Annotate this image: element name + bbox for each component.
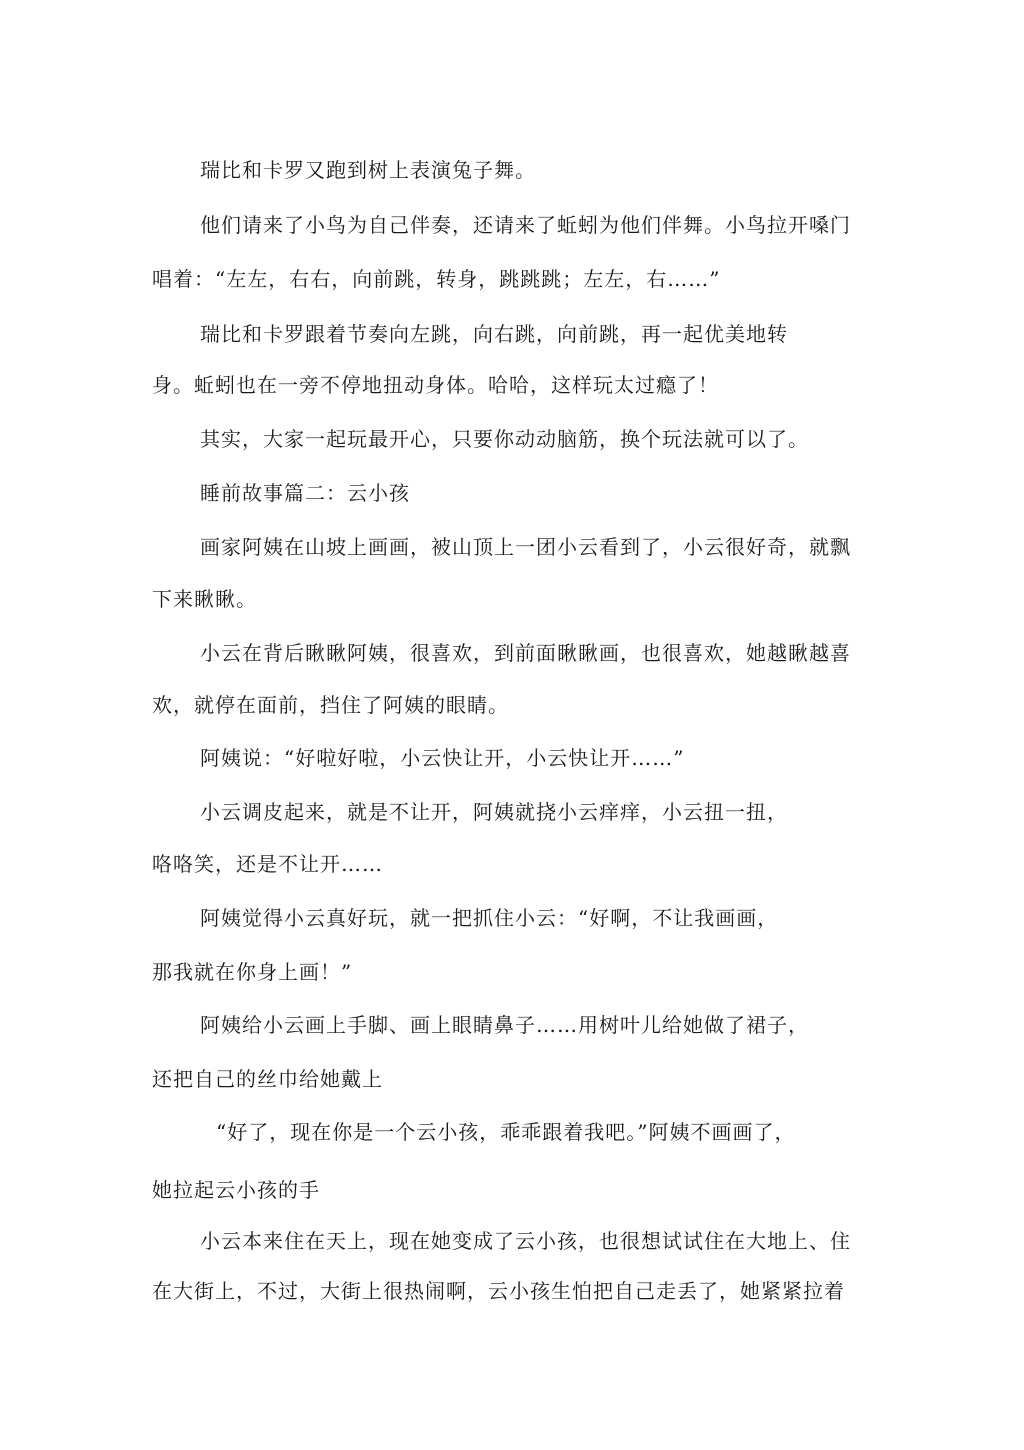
text-line: 还把自己的丝巾给她戴上 (152, 1067, 383, 1091)
text-line: 咯咯笑，还是不让开…… (152, 852, 383, 876)
text-line: 在大街上，不过，大街上很热闹啊，云小孩生怕把自己走丢了，她紧紧拉着 (152, 1279, 845, 1303)
text-line: 小云在背后瞅瞅阿姨，很喜欢，到前面瞅瞅画，也很喜欢，她越瞅越喜 (200, 641, 851, 665)
text-line: “好了，现在你是一个云小孩，乖乖跟着我吧。”阿姨不画画了， (216, 1120, 796, 1144)
text-line: 瑞比和卡罗跟着节奏向左跳，向右跳，向前跳，再一起优美地转 (200, 322, 788, 346)
text-line: 其实，大家一起玩最开心，只要你动动脑筋，换个玩法就可以了。 (200, 427, 809, 451)
text-line: 阿姨觉得小云真好玩，就一把抓住小云：“好啊，不让我画画， (200, 906, 779, 930)
text-line: 小云调皮起来，就是不让开，阿姨就挠小云痒痒，小云扭一扭， (200, 800, 788, 824)
text-line: 他们请来了小鸟为自己伴奏，还请来了蚯蚓为他们伴舞。小鸟拉开嗓门 (200, 213, 851, 237)
text-line: 瑞比和卡罗又跑到树上表演兔子舞。 (200, 158, 536, 182)
text-line: 画家阿姨在山坡上画画，被山顶上一团小云看到了，小云很好奇，就飘 (200, 535, 851, 559)
section-heading: 睡前故事篇二：云小孩 (200, 481, 410, 505)
text-line: 那我就在你身上画！” (152, 960, 353, 984)
text-line: 下来瞅瞅。 (152, 587, 257, 611)
text-line: 欢，就停在面前，挡住了阿姨的眼睛。 (152, 693, 509, 717)
text-line: 唱着：“左左，右右，向前跳，转身，跳跳跳；左左，右……” (152, 267, 721, 291)
text-line: 她拉起云小孩的手 (152, 1178, 320, 1202)
text-line: 阿姨给小云画上手脚、画上眼睛鼻子……用树叶儿给她做了裙子， (200, 1013, 809, 1037)
text-line: 阿姨说：“好啦好啦，小云快让开，小云快让开……” (200, 746, 685, 770)
text-line: 身。蚯蚓也在一旁不停地扭动身体。哈哈，这样玩太过瘾了！ (152, 373, 719, 397)
text-line: 小云本来住在天上，现在她变成了云小孩，也很想试试住在大地上、住 (200, 1229, 851, 1253)
